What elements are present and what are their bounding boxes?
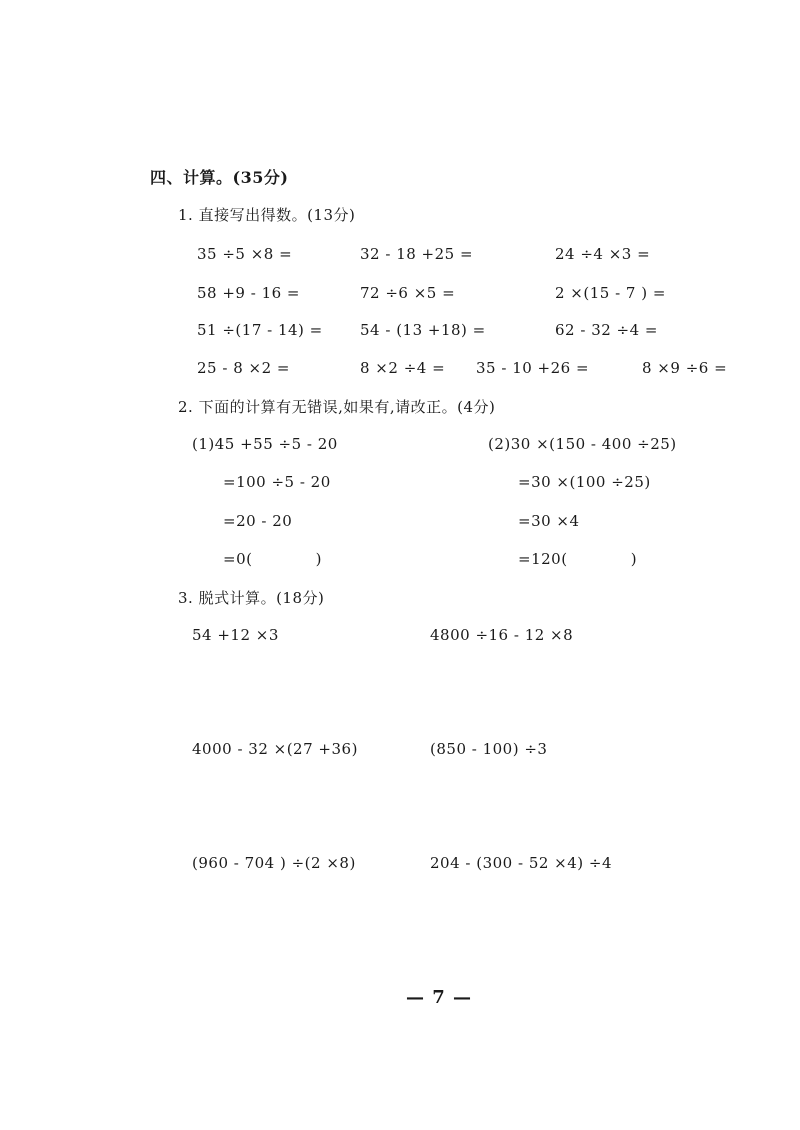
part1-problem: 24 ÷4 ×3 = xyxy=(555,245,651,263)
part1-problem: 62 - 32 ÷4 = xyxy=(555,321,658,339)
part3-problem: 4800 ÷16 - 12 ×8 xyxy=(430,626,574,644)
part2-right-line: (2)30 ×(150 - 400 ÷25) xyxy=(488,435,677,453)
part3-problem: (850 - 100) ÷3 xyxy=(430,740,548,758)
part3-problem: 4000 - 32 ×(27 +36) xyxy=(192,740,358,758)
part1-problem: 54 - (13 +18) = xyxy=(360,321,486,339)
part3-problem: 204 - (300 - 52 ×4) ÷4 xyxy=(430,854,613,872)
part1-problem: 35 ÷5 ×8 = xyxy=(197,245,293,263)
part2-right-line: =30 ×(100 ÷25) xyxy=(518,473,651,491)
part1-problem: 35 - 10 +26 = xyxy=(476,359,590,377)
part1-problem: 2 ×(15 - 7 ) = xyxy=(555,284,666,302)
page-number: — 7 — xyxy=(406,987,473,1008)
part2-right-line: =30 ×4 xyxy=(518,512,580,530)
part2-left-line: =100 ÷5 - 20 xyxy=(223,473,331,491)
part1-heading: 1. 直接写出得数。(13分) xyxy=(178,206,356,224)
part3-problem: 54 +12 ×3 xyxy=(192,626,279,644)
part1-problem: 25 - 8 ×2 = xyxy=(197,359,290,377)
part1-problem: 8 ×2 ÷4 = xyxy=(360,359,446,377)
part2-heading: 2. 下面的计算有无错误,如果有,请改正。(4分) xyxy=(178,398,496,416)
part2-left-line: =20 - 20 xyxy=(223,512,293,530)
part1-problem: 32 - 18 +25 = xyxy=(360,245,474,263)
part2-left-line: =0( ) xyxy=(223,550,323,568)
part2-left-line: (1)45 +55 ÷5 - 20 xyxy=(192,435,338,453)
part2-right-line: =120( ) xyxy=(518,550,638,568)
section-heading: 四、计算。(35分) xyxy=(150,168,289,187)
part3-problem: (960 - 704 ) ÷(2 ×8) xyxy=(192,854,356,872)
part1-problem: 58 +9 - 16 = xyxy=(197,284,300,302)
part1-problem: 72 ÷6 ×5 = xyxy=(360,284,456,302)
part3-heading: 3. 脱式计算。(18分) xyxy=(178,589,325,607)
part1-problem: 8 ×9 ÷6 = xyxy=(642,359,728,377)
part1-problem: 51 ÷(17 - 14) = xyxy=(197,321,323,339)
